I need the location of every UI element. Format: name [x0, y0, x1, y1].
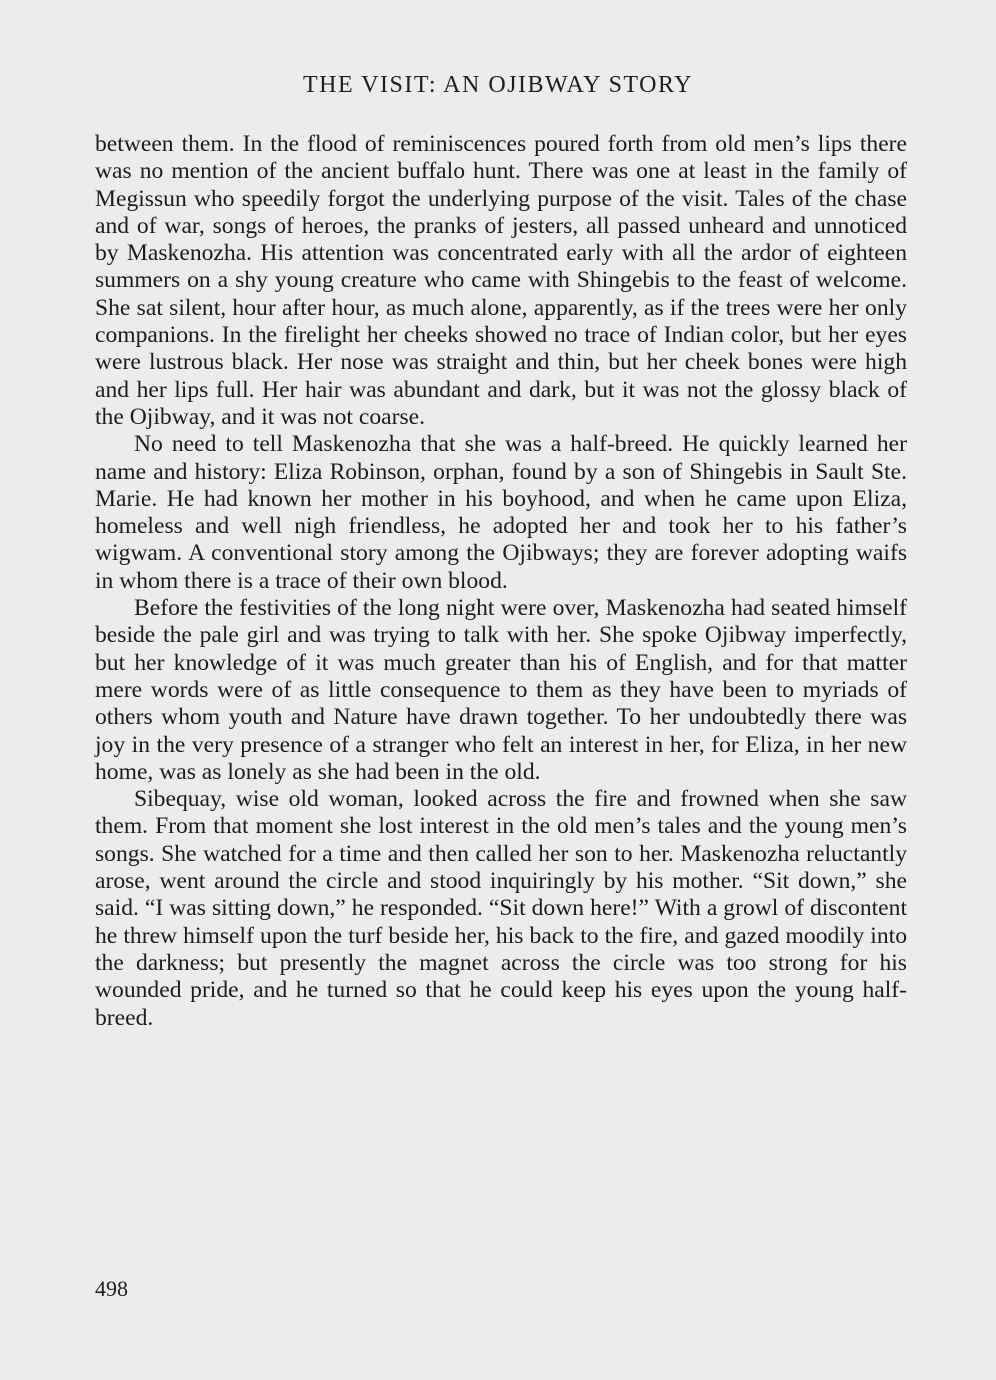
paragraph-1: between them. In the flood of reminiscences poured forth from old men’s lips there was no mention of the ancient buffalo hunt. There was one at least in the family of Megissun who speedily forgot the underlying purpose of the visit. Tales of the chase and of war, songs of heroes, the pranks of jesters, all passed unheard and unnoticed by Maskenozha. His attention was concentrated early with all the ardor of eighteen summers on a shy young creature who came with Shingebis to the feast of welcome. She sat silent, hour after hour, as much alone, apparently, as if the trees were her only companions. In the firelight her cheeks showed no trace of Indian color, but her eyes were lustrous black. Her nose was straight and thin, but her cheek bones were high and her lips full. Her hair was abundant and dark, but it was not the glossy black of the Ojibway, and it was not coarse. — [95, 131, 907, 430]
running-head: THE VISIT: AN OJIBWAY STORY — [302, 72, 693, 98]
body-text — [95, 131, 907, 1032]
paragraph-2: No need to tell Maskenozha that she was a half-breed. He quickly learned her name and history: Eliza Robinson, orphan, found by a son of Shingebis in Sault Ste. Marie. He had known her mother in his boyhood, and when he came upon Eliza, homeless and well nigh friendless, he adopted her and took her to his father’s wigwam. A conventional story among the Ojibways; they are forever adopting waifs in whom there is a trace of their own blood. — [95, 431, 907, 594]
paragraph-3: Before the festivities of the long night were over, Maskenozha had seated himself beside the pale girl and was trying to talk with her. She spoke Ojibway imperfectly, but her knowledge of it was much greater than his of English, and for that matter mere words were of as little consequence to them as they have been to myriads of others whom youth and Nature have drawn together. To her undoubtedly there was joy in the very presence of a stranger who felt an interest in her, for Eliza, in her new home, was as lonely as she had been in the old. — [95, 595, 907, 785]
paragraph-4: Sibequay, wise old woman, looked across the fire and frowned when she saw them. From that moment she lost interest in the old men’s tales and the young men’s songs. She watched for a time and then called her son to her. Maskenozha reluctantly arose, went around the circle and stood inquiringly by his mother. “Sit down,” she said. “I was sitting down,” he responded. “Sit down here!” With a growl of discontent he threw himself upon the turf beside her, his back to the fire, and gazed moodily into the darkness; but presently the magnet across the circle was too strong for his wounded pride, and he turned so that he could keep his eyes upon the young half-breed. — [95, 786, 907, 1031]
page-number: 498 — [95, 1276, 128, 1301]
